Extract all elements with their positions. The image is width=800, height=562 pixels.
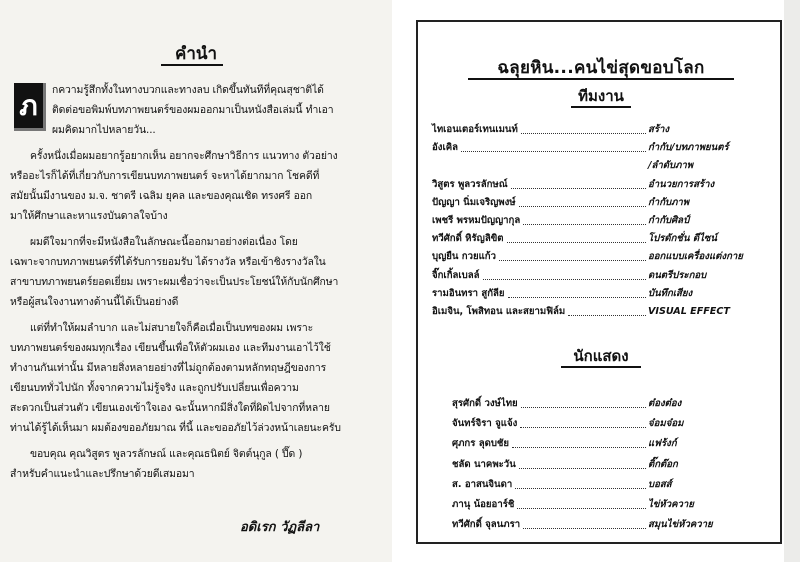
crew-row xyxy=(418,304,784,319)
cast-heading: นักแสดง xyxy=(573,347,629,365)
crew-row xyxy=(418,286,784,301)
cast-heading-underline xyxy=(561,366,641,368)
credit-name: รามอินทรา สูกัลีย xyxy=(432,287,505,299)
credit-role: แฟร้งก์ xyxy=(648,438,677,450)
dot-leader xyxy=(523,224,646,225)
credit-role: ดนตรีประกอบ xyxy=(648,269,707,281)
credit-name: อิเมจิน, โพสิทอน และสยามฟิล์ม xyxy=(432,306,566,317)
preface-line: ผมคิดมากไปหลายวัน... xyxy=(52,124,156,136)
credit-role: ติ๊กต๊อก xyxy=(648,458,678,470)
crew-row xyxy=(418,140,784,155)
dot-leader xyxy=(521,133,646,134)
preface-line: เขียนบททั่วไปนัก ทั้งจากความไม่รู้จริง และถูกปรับเปลี่ยนเพื่อความ xyxy=(10,382,299,394)
preface-line: สาขาบทภาพยนตร์ยอดเยี่ยม เพราะผมเชื่อว่าจะเป็นประโยชน์ให้กับนักศึกษา xyxy=(10,276,339,288)
credit-role: กำกับศิลป์ xyxy=(648,215,690,226)
crew-row xyxy=(418,122,784,137)
preface-page xyxy=(0,0,392,562)
preface-line: หรือผู้สนใจงานทางด้านนี้ได้เป็นอย่างดี xyxy=(10,296,179,308)
dot-leader xyxy=(521,407,646,408)
cast-row xyxy=(418,396,784,411)
dot-leader xyxy=(499,260,646,261)
preface-line: แต่ที่ทำให้ผมลำบาก และไม่สบายใจก็คือเมื่อเป็นบทของผม เพราะ xyxy=(30,322,314,334)
author-signature: อดิเรก วัฏลีลา xyxy=(240,520,320,535)
cast-row xyxy=(418,436,784,451)
cast-row xyxy=(418,416,784,431)
dot-leader xyxy=(517,508,646,509)
preface-line: เฉพาะจากบทภาพยนตร์ที่ได้รับการยอมรับ ได้รางวัล หรือเข้าชิงรางวัลใน xyxy=(10,256,326,268)
credit-name: ศุภกร ลุดบชัย xyxy=(452,438,510,450)
credit-name: ภานุ น้อยอาร์ชิ xyxy=(452,499,515,510)
credit-name: ทวีศักดิ์ หิรัญลิขิต xyxy=(432,233,504,245)
credit-name: ชลัด นาคพะวัน xyxy=(452,458,516,470)
preface-line: สำหรับคำแนะนำและปรึกษาด้วยดีเสมอมา xyxy=(10,468,195,480)
credit-name: จิ๊กเกิ้ลเบลล์ xyxy=(432,269,480,281)
dot-leader xyxy=(512,447,646,448)
title-underline xyxy=(468,78,734,80)
crew-row xyxy=(418,268,784,283)
credit-name: ส. อาสนจินดา xyxy=(452,478,513,490)
cast-row xyxy=(418,497,784,512)
dot-leader xyxy=(520,427,646,428)
preface-line: ท่านได้รู้ได้เห็นมา ผมต้องขออภัยมาณ ที่นี้ และขออภัยไว้ล่วงหน้าเลยนะครับ xyxy=(10,422,341,434)
credit-role: บันทึกเสียง xyxy=(648,287,693,299)
credit-name: ทวีศักดิ์ จุลนภรา xyxy=(452,519,521,531)
credit-role: บอสส์ xyxy=(648,478,672,490)
credit-name: วิสูตร พูลวรลักษณ์ xyxy=(432,178,508,190)
credit-role: จ๋อมจ๋อม xyxy=(648,418,684,430)
dot-leader xyxy=(568,315,646,316)
preface-line: สะดวกเป็นส่วนตัว เขียนเองเข้าใจเอง ฉะนั้นหากมีสิ่งใดที่ผิดไปจากที่หลาย xyxy=(10,402,330,414)
preface-line: ทำงานกันเท่านั้น มีหลายสิ่งหลายอย่างที่ไม่ถูกต้องตามหลักทฤษฎีของการ xyxy=(10,362,327,374)
credit-name: สุรศักดิ์ วงษ์ไทย xyxy=(452,398,518,409)
dot-leader xyxy=(461,151,646,152)
preface-line: บทภาพยนตร์ของผมทุกเรื่อง เขียนขึ้นเพื่อให้ตัวผมเอง และทีมงานเอาไว้ใช้ xyxy=(10,342,331,354)
credit-role: VISUAL EFFECT xyxy=(648,306,730,317)
dot-leader xyxy=(483,279,646,280)
credit-role: ต๋องต๋อง xyxy=(648,398,682,409)
credit-name: บุญยืน กวยแก้ว xyxy=(432,251,496,263)
credit-role: กำกับ/บทภาพยนตร์ xyxy=(648,142,729,154)
credit-role: ไข่หัวควาย xyxy=(648,499,694,510)
crew-heading: ทีมงาน xyxy=(578,87,624,105)
drop-cap: ภ xyxy=(14,83,46,131)
dot-leader xyxy=(507,242,646,243)
credit-name: อังเคิล xyxy=(432,142,459,154)
credits-page xyxy=(416,20,782,544)
dot-leader xyxy=(515,488,646,489)
credit-role: โปรดักชั่น ดีไซน์ xyxy=(648,233,717,245)
cast-row xyxy=(418,517,784,532)
dot-leader xyxy=(519,468,646,469)
preface-title: คำนำ xyxy=(174,44,218,64)
credit-role: /ลำดับภาพ xyxy=(648,160,694,172)
credit-role: สร้าง xyxy=(648,124,670,135)
crew-row xyxy=(418,213,784,228)
crew-row xyxy=(418,231,784,246)
credit-name: จันทร์จิรา จูแจ้ง xyxy=(452,418,518,430)
next-page-edge xyxy=(784,0,800,562)
cast-row xyxy=(418,477,784,492)
credit-role: กำกับภาพ xyxy=(648,196,690,208)
preface-line: ติดต่อขอพิมพ์บทภาพยนตร์ของผมออกมาเป็นหนังสือเล่มนี้ ทำเอา xyxy=(52,104,334,116)
preface-line: ขอบคุณ คุณวิสูตร พูลวรลักษณ์ และคุณธนิตย์ จิตต์นุกูล ( ปึ๊ด ) xyxy=(30,448,303,460)
crew-row xyxy=(418,158,784,173)
preface-line: ผมดีใจมากที่จะมีหนังสือในลักษณะนี้ออกมาอย่างต่อเนื่อง โดย xyxy=(30,236,298,248)
crew-heading-underline xyxy=(571,106,631,108)
preface-line: มาให้ศึกษาและหาแรงบันดาลใจบ้าง xyxy=(10,210,168,222)
credit-name: เพชรี พรหมปัญญากุล xyxy=(432,215,521,226)
credit-name: ปัญญา นิ่มเจริญพงษ์ xyxy=(432,196,516,208)
credit-role: ออกแบบเครื่องแต่งกาย xyxy=(648,251,743,263)
crew-row xyxy=(418,195,784,210)
preface-line: สมัยนั้นมีงานของ ม.จ. ชาตรี เฉลิม ยุคล และของคุณเชิด ทรงศรี ออก xyxy=(10,190,313,202)
preface-line: ครั้งหนึ่งเมื่อผมอยากรู้อยากเห็น อยากจะศึกษาวิธีการ แนวทาง ตัวอย่าง xyxy=(30,150,338,162)
credit-role: อำนวยการสร้าง xyxy=(648,178,715,190)
film-title: ฉลุยหิน...คนไข่สุดขอบโลก xyxy=(497,58,705,78)
dot-leader xyxy=(508,297,646,298)
preface-line: หรืออะไรก็ได้ที่เกี่ยวกับการเขียนบทภาพยนตร์ จะหาได้ยากมาก โชคดีที่ xyxy=(10,170,320,182)
crew-row xyxy=(418,177,784,192)
credit-role: สมุนไข่หัวควาย xyxy=(648,519,713,531)
dot-leader xyxy=(511,188,646,189)
dot-leader xyxy=(519,206,646,207)
dot-leader xyxy=(523,528,646,529)
cast-row xyxy=(418,457,784,472)
crew-row xyxy=(418,249,784,264)
credit-name: ไทเอนเตอร์เทนเมนท์ xyxy=(432,124,518,135)
title-underline xyxy=(161,64,223,66)
preface-line: กความรู้สึกทั้งในทางบวกและทางลบ เกิดขึ้นทันทีที่คุณสุชาติได้ xyxy=(52,84,324,96)
